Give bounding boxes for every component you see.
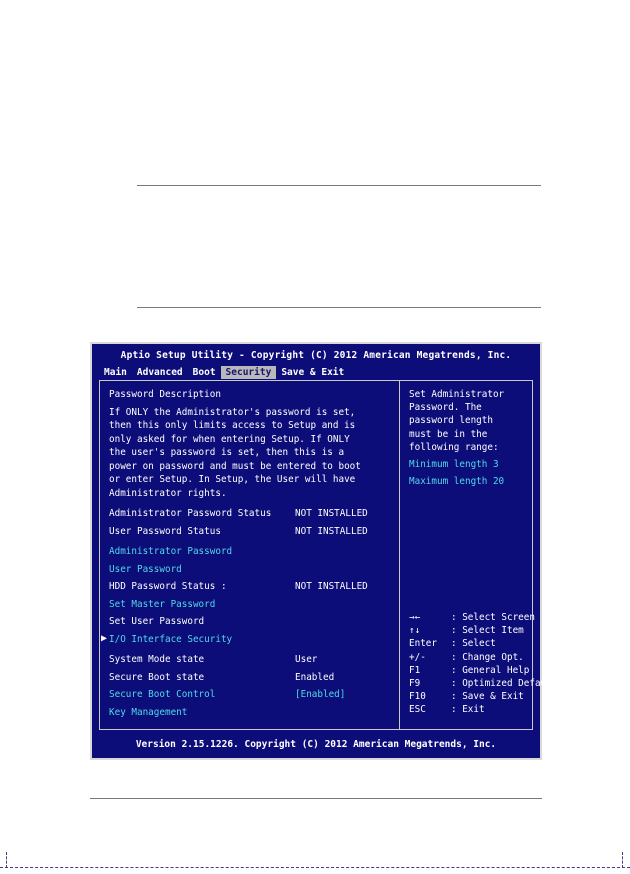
key-legend-row — [409, 703, 563, 716]
key-legend-row — [409, 677, 563, 690]
setting-io-interface-security[interactable] — [101, 632, 399, 647]
setting-label: Secure Boot state — [109, 671, 205, 683]
bios-menu-bar — [92, 365, 540, 379]
selection-arrow-icon: ▶ — [101, 632, 108, 644]
help-line-2: Password. The — [409, 402, 482, 414]
key-action: : Select — [451, 638, 496, 650]
description-line-2: then this only limits access to Setup and is — [109, 420, 356, 431]
bios-setup-window — [90, 342, 563, 760]
key-action: : Select Screen — [451, 612, 535, 623]
key-glyph: F10 — [409, 691, 426, 703]
help-line-3: password length — [409, 415, 493, 427]
setting-label: Key Management — [109, 706, 188, 718]
setting-label: HDD Password Status : — [109, 581, 227, 592]
password-description-heading: Password Description — [109, 389, 221, 400]
crop-mark-left — [6, 852, 8, 868]
setting-value: [Enabled] — [295, 689, 346, 700]
setting-secure-boot-control[interactable] — [109, 688, 399, 702]
key-action: : Select Item — [451, 625, 524, 637]
key-legend-row — [409, 690, 563, 703]
page-rule-bottom — [90, 798, 542, 799]
bios-title: Aptio Setup Utility - Copyright (C) 2012 American Megatrends, Inc. — [120, 350, 512, 361]
setting-value: NOT INSTALLED — [295, 581, 368, 592]
key-action: : Exit — [451, 704, 485, 716]
setting-user-password[interactable] — [109, 563, 399, 577]
tab-security[interactable]: Security — [221, 366, 277, 379]
description-line-7: Administrator rights. — [109, 487, 227, 499]
help-maximum-length: Maximum length 20 — [409, 476, 505, 488]
key-legend-row — [409, 664, 563, 677]
setting-label: User Password Status — [109, 525, 221, 537]
setting-user-password-status[interactable] — [109, 525, 399, 539]
key-glyph: →← — [409, 612, 421, 623]
key-legend-row — [409, 611, 563, 624]
setting-secure-boot-state[interactable] — [109, 671, 399, 685]
setting-hdd-password-status[interactable] — [109, 580, 399, 594]
key-action: : Save & Exit — [451, 691, 524, 703]
description-line-6: or enter Setup. In Setup, the User will have — [109, 474, 356, 485]
setting-value: Enabled — [295, 671, 335, 683]
bios-left-panel — [100, 381, 400, 729]
setting-set-master-password[interactable] — [109, 598, 399, 612]
setting-label: Set Master Password — [109, 598, 216, 610]
setting-value: User — [295, 654, 318, 665]
setting-key-management[interactable] — [109, 706, 399, 720]
key-action: : Optimized Defaults — [451, 678, 563, 690]
bios-help-panel — [400, 381, 563, 729]
setting-label: Administrator Password — [109, 546, 233, 557]
description-line-4: the user's password is set, then this is a — [109, 447, 345, 458]
setting-label: I/O Interface Security — [109, 633, 233, 645]
description-line-1: If ONLY the Administrator's password is set, — [109, 406, 356, 418]
setting-value: NOT INSTALLED — [295, 508, 368, 519]
key-legend-row — [409, 651, 563, 664]
setting-value: NOT INSTALLED — [295, 525, 368, 537]
setting-label: Administrator Password Status — [109, 508, 272, 519]
key-glyph: F1 — [409, 664, 421, 676]
key-legend-row — [409, 637, 563, 650]
key-legend — [409, 611, 563, 717]
key-glyph: ESC — [409, 704, 426, 716]
tab-advanced[interactable]: Advanced — [136, 366, 183, 378]
crop-mark-right — [622, 852, 624, 868]
setting-label: User Password — [109, 563, 182, 575]
setting-administrator-password-status[interactable] — [109, 507, 399, 521]
setting-administrator-password[interactable] — [109, 545, 399, 559]
description-line-5: power on password and must be entered to boot — [109, 460, 361, 472]
help-minimum-length: Minimum length 3 — [409, 459, 499, 471]
setting-set-user-password[interactable] — [109, 615, 399, 629]
setting-label: System Mode state — [109, 654, 205, 665]
page-rule-middle — [137, 307, 541, 308]
key-action: : Change Opt. — [451, 651, 524, 663]
key-glyph: F9 — [409, 678, 421, 690]
page-rule-top — [137, 185, 541, 186]
bios-panels — [99, 380, 563, 730]
tab-main[interactable]: Main — [104, 366, 127, 378]
setting-system-mode-state[interactable] — [109, 653, 399, 667]
bios-version-footer: Version 2.15.1226. Copyright (C) 2012 American Megatrends, Inc. — [135, 739, 497, 750]
key-glyph: +/- — [409, 651, 426, 663]
setting-label: Secure Boot Control — [109, 689, 216, 700]
tab-save-exit[interactable]: Save & Exit — [281, 366, 345, 378]
help-line-5: following range: — [409, 441, 499, 453]
setting-label: Set User Password — [109, 616, 205, 627]
key-legend-row — [409, 624, 563, 637]
tab-boot[interactable]: Boot — [192, 366, 216, 378]
crop-mark-bottom — [0, 867, 630, 868]
key-glyph: Enter — [409, 638, 437, 650]
description-line-3: only asked for when entering Setup. If ONLY — [109, 433, 350, 445]
key-glyph: ↑↓ — [409, 625, 421, 637]
key-action: : General Help — [451, 664, 530, 676]
help-line-1: Set Administrator — [409, 389, 505, 400]
help-line-4: must be in the — [409, 428, 488, 440]
